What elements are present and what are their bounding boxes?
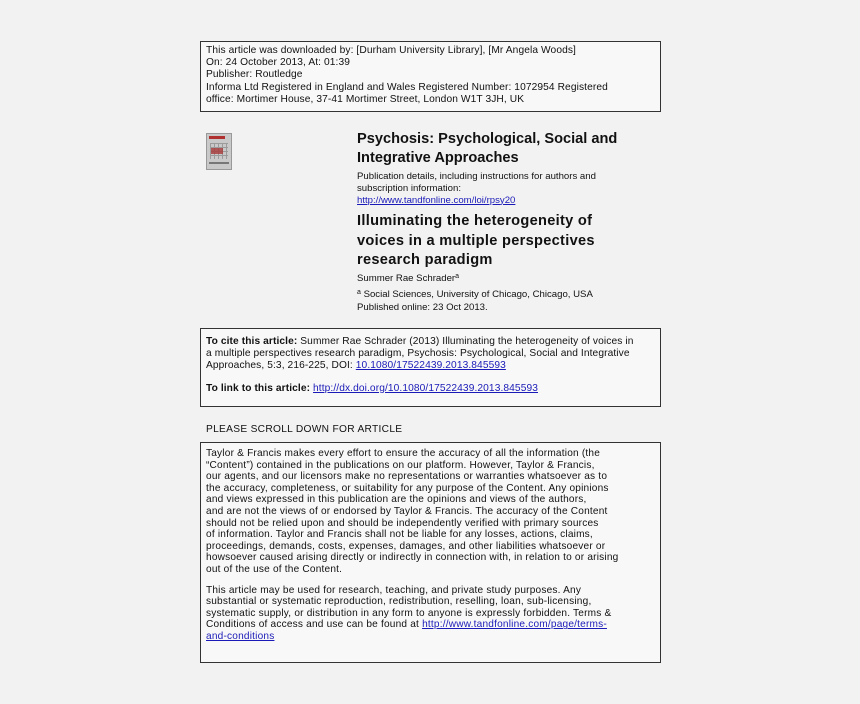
disclaimer-box (200, 442, 661, 663)
registration-line: Informa Ltd Registered in England and Wales Registered Number: 1072954 Registered (206, 81, 608, 93)
disclaimer-paragraph-1: Taylor & Francis makes every effort to ensure the accuracy of all the information (the “Content”) contained in the publications on our platform. However, Taylor & Francis, our agents, and our licensors make no representations or warranties whatsoever as to the accuracy, completeness, or suitability for any purpose of the Content. Any opinions and views expressed in this publication are the opinions and views of the authors, and are not the views of or endorsed by Taylor & Francis. The accuracy of the Content should not be relied upon and should be independently verified with primary sources of information. Taylor and Francis shall not be liable for any losses, actions, claims, proceedings, demands, costs, expenses, damages, and other liabilities whatsoever or howsoever caused arising directly or indirectly in connection with, in relation to or arising out of the use of the Content. (206, 448, 619, 575)
scroll-notice: PLEASE SCROLL DOWN FOR ARTICLE (206, 424, 403, 435)
author-affiliation: $^a$ Social Sciences, University of Chicago, Chicago, USA Published online: 23 Oct 2013. (357, 289, 593, 313)
link-label: To link to this article: (206, 382, 314, 394)
terms-link-continued[interactable]: and-conditions (206, 630, 275, 642)
article-title: Illuminating the heterogeneity of voices in a multiple perspectives research paradigm (357, 213, 595, 268)
office-address: office: Mortimer House, 37-41 Mortimer Street, London W1T 3JH, UK (206, 93, 525, 105)
publisher: Publisher: Routledge (206, 69, 303, 81)
disclaimer-paragraph-2: This article may be used for research, teaching, and private study purposes. Any substantial or systematic reproduction, redistribution, reselling, loan, sub-licensing, systematic supply, or distribution in any form to anyone is expressly forbidden. Terms & Conditions of access and use can be found at http://www.tandfonline.com/page/terms- and-conditions (206, 584, 612, 642)
article-author: Summer Rae Schrader$^a$ (357, 273, 460, 284)
journal-url-link[interactable]: http://www.tandfonline.com/loi/rpsy20 (357, 194, 516, 206)
download-info-box (200, 41, 661, 112)
download-date: On: 24 October 2013, At: 01:39 (206, 57, 351, 69)
journal-title: Psychosis: Psychological, Social and Integrative Approaches (357, 131, 618, 166)
journal-info (357, 130, 657, 206)
published-online: Published online: 23 Oct 2013. (357, 301, 488, 313)
journal-cover-thumbnail (206, 133, 232, 170)
download-line: This article was downloaded by: [Durham University Library], [Mr Angela Woods] (206, 45, 576, 56)
citation-box: To cite this article: Summer Rae Schrader (2013) Illuminating the heterogeneity of voices in a multiple perspectives research paradigm, Psychosis: Psychological, Social and Integrative Approaches, 5:3, 216-225, DOI: 10.1080/17522439.2013.845593 To link to this article: http://dx.doi.org/10.1080/17522439.2013.845593 (200, 328, 661, 407)
article-doi-url-link[interactable]: http://dx.doi.org/10.1080/17522439.2013.845593 (313, 382, 538, 394)
cite-label: To cite this article: (206, 336, 298, 347)
doi-link[interactable]: 10.1080/17522439.2013.845593 (355, 360, 506, 372)
publication-details: Publication details, including instructions for authors and subscription information: http://www.tandfonline.com/loi/rpsy20 (357, 171, 596, 206)
terms-link[interactable]: http://www.tandfonline.com/page/terms- (422, 619, 607, 631)
